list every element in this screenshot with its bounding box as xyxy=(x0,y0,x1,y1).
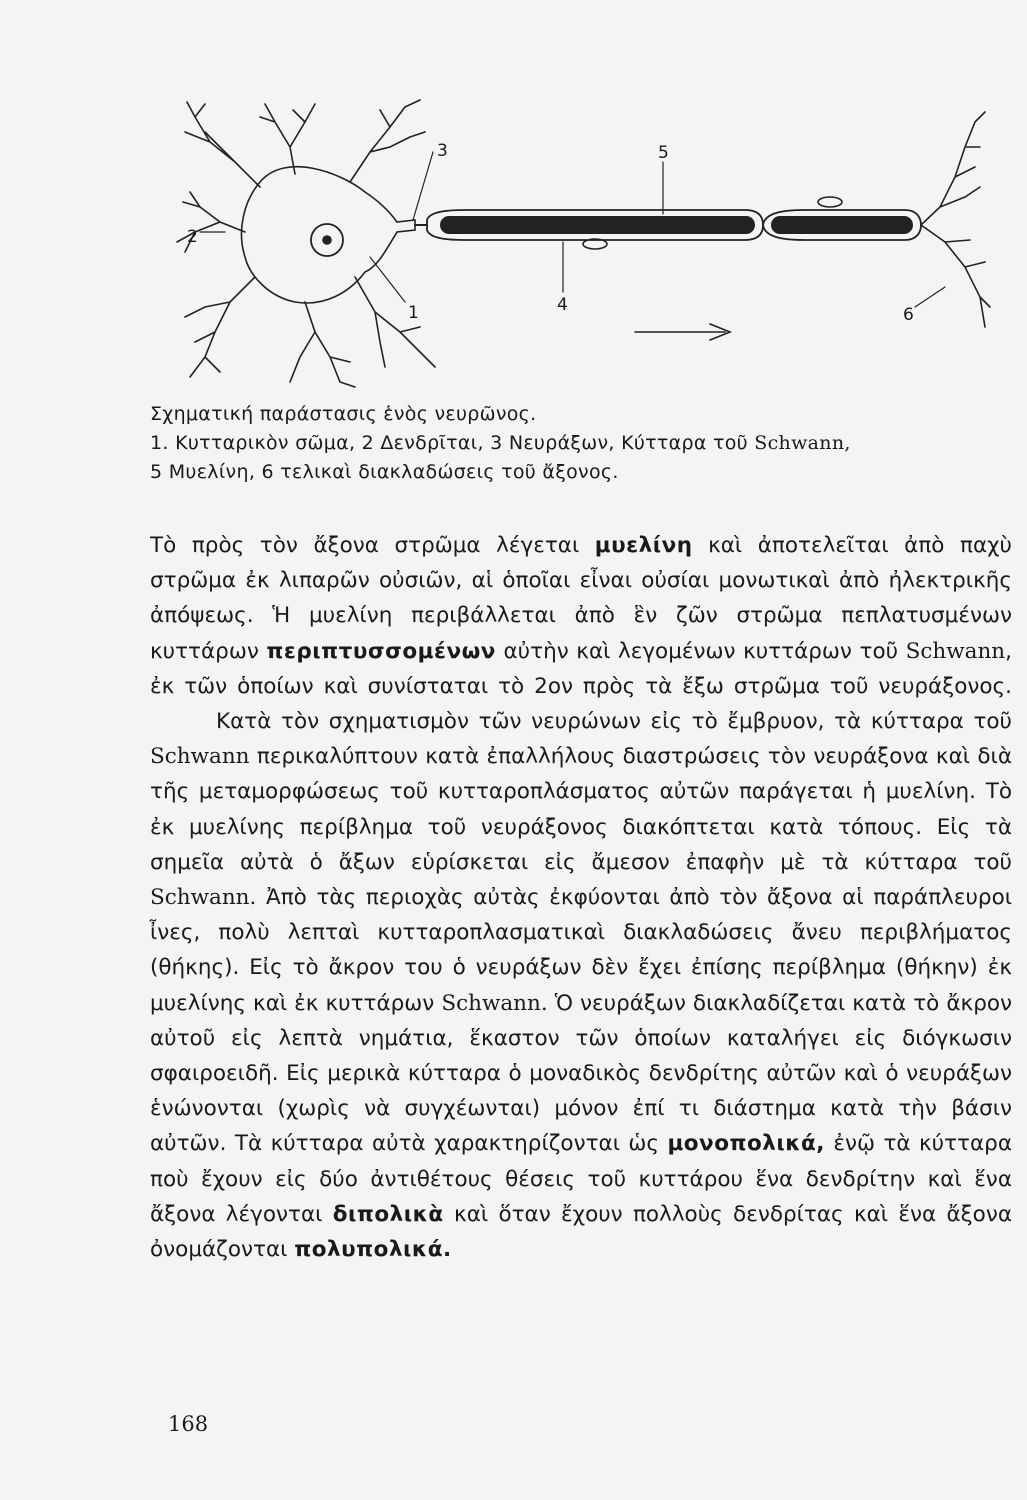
figure-caption xyxy=(150,400,1010,487)
label-6: 6 xyxy=(903,305,914,325)
caption-title: Σχηματική παράστασις ἑνὸς νευρῶνος. xyxy=(150,403,537,425)
dendrite-lower-left xyxy=(185,277,255,377)
label-4: 4 xyxy=(557,295,568,315)
neuron-drawing xyxy=(165,92,995,402)
caption-legend-1: 1. Κυτταρικὸν σῶμα, 2 Δενδρῖται, 3 Νευράξων, Κύτταρα τοῦ Schwann, xyxy=(150,432,851,454)
label-2: 2 xyxy=(187,227,198,247)
paragraph-2: Κατὰ τὸν σχηματισμὸν τῶν νευρώνων εἰς τὸ ἔμβρυον, τὰ κύτταρα τοῦ Schwann περικαλύπτουν κατὰ ἐπαλλήλους διαστρώσεις τὸν νευράξονα καὶ διὰ τῆς μεταμορφώσεως τοῦ κυτταροπλάσματος αὐτῶν παράγεται ἡ μυελίνη. Τὸ ἐκ μυελίνης περίβλημα τοῦ νευράξονος διακόπτεται κατὰ τόπους. Εἰς τὰ σημεῖα αὐτὰ ὁ ἄξων εὑρίσκεται εἰς ἄμεσον ἐπαφὴν μὲ τὰ κύτταρα τοῦ Schwann. Ἀπὸ τὰς περιοχὰς αὐτὰς ἐκφύονται ἀπὸ τὸν ἄξονα αἱ παράπλευροι ἶνες, πολὺ λεπταὶ κυτταροπλασματικαὶ διακλαδώσεις ἄνευ περιβλήματος (θήκης). Εἰς τὸ ἄκρον του ὁ νευράξων δὲν ἔχει ἐπίσης περίβλημα (θήκην) ἐκ μυελίνης καὶ ἐκ κυττάρων Schwann. Ὁ νευράξων διακλαδίζεται κατὰ τὸ ἄκρον αὐτοῦ εἰς λεπτὰ νημάτια, ἕκαστον τῶν ὁποίων καταλήγει εἰς διόγκωσιν σφαιροειδῆ. Εἰς μερικὰ κύτταρα ὁ μοναδικὸς δενδρίτης αὐτῶν καὶ ὁ νευράξων ἑνώνονται (χωρὶς νὰ συγχέωνται) μόνον ἐπί τι διάστημα κατὰ τὴν βάσιν αὐτῶν. Τὰ κύτταρα αὐτὰ χαρακτηρίζονται ὡς μονοπολικά, ἐνῷ τὰ κύτταρα ποὺ ἔχουν εἰς δύο ἀντιθέτους θέσεις τοῦ κυττάρου ἕνα δενδρίτην καὶ ἕνα ἄξονα λέγονται διπολικὰ καὶ ὅταν ἔχουν πολλοὺς δενδρίτας καὶ ἕνα ἄξονα ὀνομάζονται πολυπολικά. xyxy=(150,709,1013,1263)
dendrite-lower-right xyxy=(355,277,435,367)
page-number: 168 xyxy=(168,1412,209,1436)
cell-body xyxy=(241,167,415,303)
label-3: 3 xyxy=(437,141,448,161)
dendrite-upper xyxy=(260,104,315,174)
body-text xyxy=(150,528,1012,1267)
dendrite-upper-right xyxy=(350,100,425,182)
neuron-diagram xyxy=(165,92,995,402)
label-1: 1 xyxy=(408,303,419,323)
direction-arrow xyxy=(635,324,730,340)
dendrite-upper-left xyxy=(185,102,260,187)
caption-legend-2: 5 Μυελίνη, 6 τελικαὶ διακλαδώσεις τοῦ ἄξονος. xyxy=(150,461,619,483)
terminal-branches xyxy=(921,112,990,327)
paragraph-1: Τὸ πρὸς τὸν ἄξονα στρῶμα λέγεται μυελίνη καὶ ἀποτελεῖται ἀπὸ παχὺ στρῶμα ἐκ λιπαρῶν οὐσιῶν, αἱ ὁποῖαι εἶναι οὐσίαι μονωτικαὶ ἀπὸ ἠλεκτρικῆς ἀπόψεως. Ἡ μυελίνη περιβάλλεται ἀπὸ ἓν ζῶν στρῶμα πεπλατυσμένων κυττάρων περιπτυσσομένων αὐτὴν καὶ λεγομένων κυττάρων τοῦ Schwann, ἐκ τῶν ὁποίων καὶ συνίσταται τὸ 2ον πρὸς τὰ ἔξω στρῶμα τοῦ νευράξονος. xyxy=(150,533,1012,699)
dendrite-lower xyxy=(290,302,355,387)
label-5: 5 xyxy=(658,143,669,163)
